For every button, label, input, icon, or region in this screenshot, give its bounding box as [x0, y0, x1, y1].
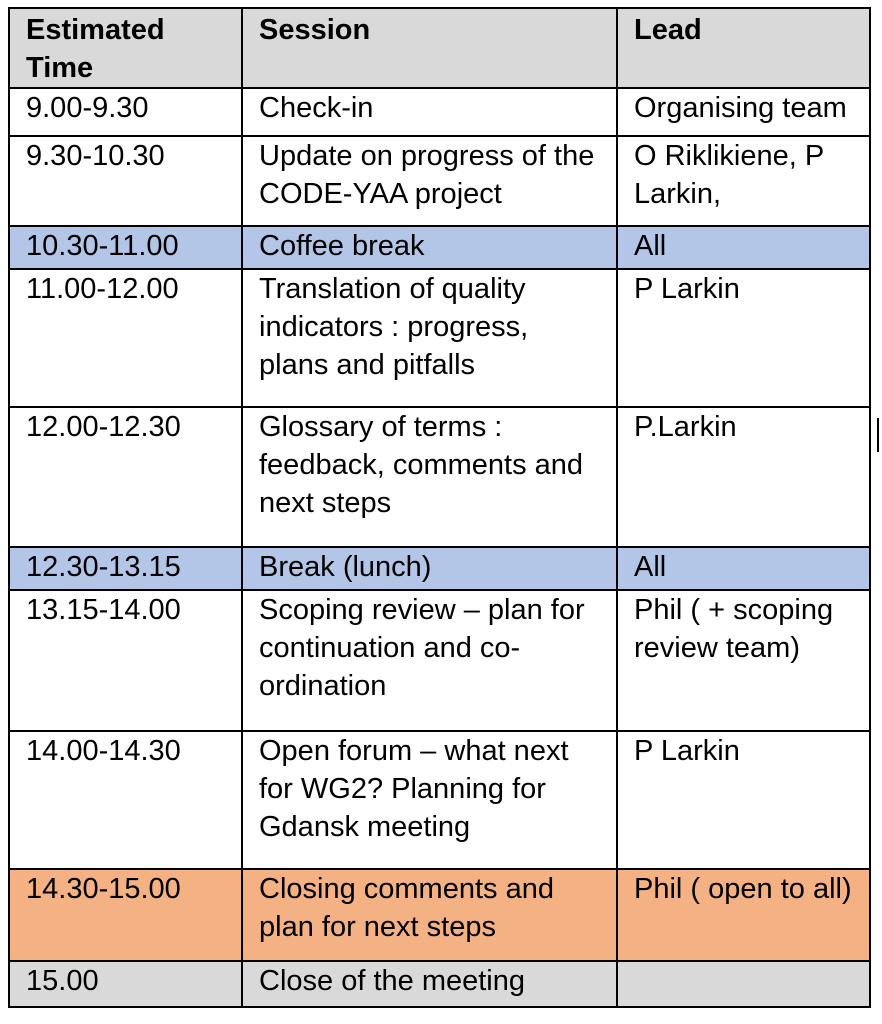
session-cell: Update on progress of the CODE-YAA project — [242, 136, 617, 226]
session-cell: Open forum – what next for WG2? Planning for Gdansk meeting — [242, 731, 617, 869]
time-cell: 9.00-9.30 — [9, 88, 242, 136]
lead-cell: P Larkin — [617, 269, 870, 407]
lead-cell: O Riklikiene, P Larkin, — [617, 136, 870, 226]
lead-cell: P Larkin — [617, 731, 870, 869]
table-row — [9, 136, 870, 226]
session-cell: Coffee break — [242, 226, 617, 269]
time-cell: 12.00-12.30 — [9, 407, 242, 547]
table-row — [9, 88, 870, 136]
table-header-row — [9, 8, 870, 88]
session-cell: Check-in — [242, 88, 617, 136]
table-row — [9, 731, 870, 869]
time-cell: 12.30-13.15 — [9, 547, 242, 590]
header-session: Session — [242, 8, 617, 88]
time-cell: 11.00-12.00 — [9, 269, 242, 407]
table-row — [9, 869, 870, 961]
session-cell: Translation of quality indicators : progress, plans and pitfalls — [242, 269, 617, 407]
lead-cell: Phil ( + scoping review team) — [617, 590, 870, 731]
time-cell: 9.30-10.30 — [9, 136, 242, 226]
table-row — [9, 269, 870, 407]
session-cell: Scoping review – plan for continuation and co-ordination — [242, 590, 617, 731]
lead-cell: All — [617, 547, 870, 590]
time-cell: 14.30-15.00 — [9, 869, 242, 961]
agenda-table — [8, 7, 871, 1008]
table-row — [9, 590, 870, 731]
table-row — [9, 226, 870, 269]
table-row — [9, 547, 870, 590]
table-row — [9, 407, 870, 547]
lead-cell — [617, 961, 870, 1007]
session-cell: Closing comments and plan for next steps — [242, 869, 617, 961]
lead-cell: Phil ( open to all) — [617, 869, 870, 961]
session-cell: Glossary of terms : feedback, comments and next steps — [242, 407, 617, 547]
time-cell: 10.30-11.00 — [9, 226, 242, 269]
lead-cell: All — [617, 226, 870, 269]
header-estimated-time: Estimated Time — [9, 8, 242, 88]
text-cursor — [877, 418, 879, 452]
header-lead: Lead — [617, 8, 870, 88]
session-cell: Break (lunch) — [242, 547, 617, 590]
lead-cell: P.Larkin — [617, 407, 870, 547]
time-cell: 14.00-14.30 — [9, 731, 242, 869]
lead-cell: Organising team — [617, 88, 870, 136]
time-cell: 15.00 — [9, 961, 242, 1007]
table-row — [9, 961, 870, 1007]
time-cell: 13.15-14.00 — [9, 590, 242, 731]
session-cell: Close of the meeting — [242, 961, 617, 1007]
